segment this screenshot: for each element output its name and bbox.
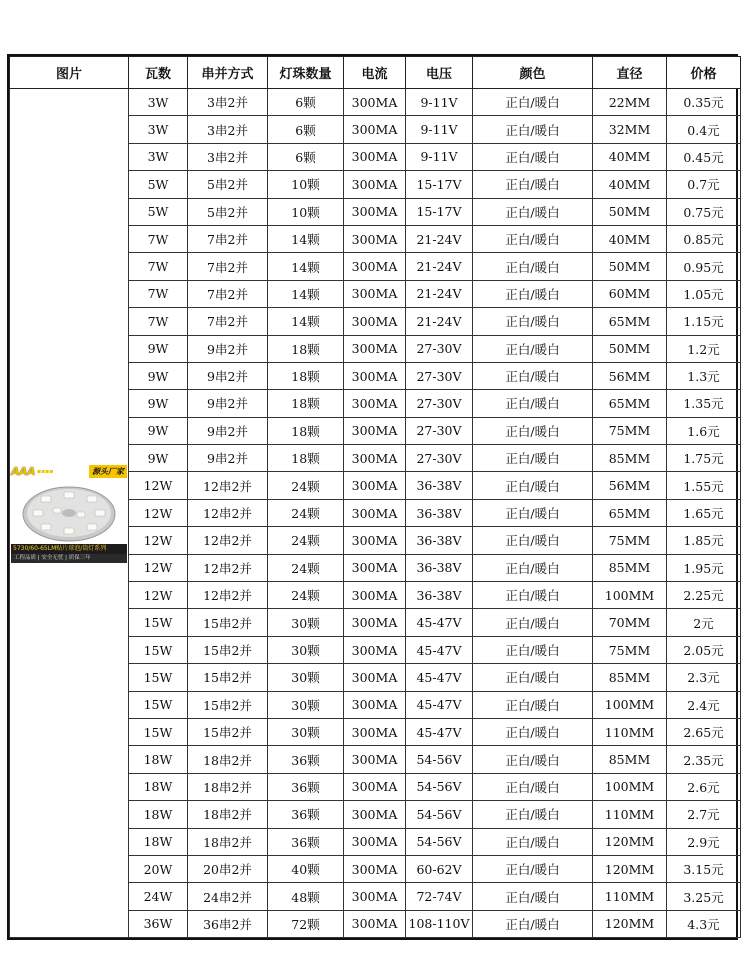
cell-voltage: 27-30V xyxy=(406,390,473,417)
cell-color: 正白/暖白 xyxy=(473,883,593,910)
cell-diameter: 100MM xyxy=(593,582,667,609)
cell-price: 0.45元 xyxy=(667,143,741,170)
cell-diameter: 85MM xyxy=(593,445,667,472)
cell-color: 正白/暖白 xyxy=(473,691,593,718)
cell-current: 300MA xyxy=(344,883,406,910)
cell-diameter: 22MM xyxy=(593,89,667,116)
cell-configuration: 7串2并 xyxy=(188,308,268,335)
cell-current: 300MA xyxy=(344,143,406,170)
cell-led-count: 18颗 xyxy=(268,417,344,444)
cell-voltage: 9-11V xyxy=(406,116,473,143)
cell-current: 300MA xyxy=(344,828,406,855)
cell-diameter: 56MM xyxy=(593,472,667,499)
header-current: 电流 xyxy=(344,57,406,89)
cell-color: 正白/暖白 xyxy=(473,89,593,116)
cell-led-count: 6颗 xyxy=(268,89,344,116)
cell-led-count: 40颗 xyxy=(268,855,344,882)
cell-led-count: 36颗 xyxy=(268,828,344,855)
cell-current: 300MA xyxy=(344,554,406,581)
cell-led-count: 30颗 xyxy=(268,609,344,636)
cell-configuration: 12串2并 xyxy=(188,472,268,499)
cell-configuration: 18串2并 xyxy=(188,801,268,828)
cell-led-count: 30颗 xyxy=(268,664,344,691)
cell-led-count: 24颗 xyxy=(268,527,344,554)
cell-price: 0.7元 xyxy=(667,171,741,198)
cell-price: 2.35元 xyxy=(667,746,741,773)
cell-current: 300MA xyxy=(344,691,406,718)
cell-voltage: 27-30V xyxy=(406,417,473,444)
cell-configuration: 36串2并 xyxy=(188,910,268,937)
cell-wattage: 15W xyxy=(129,609,188,636)
cell-wattage: 18W xyxy=(129,773,188,800)
product-spec-bar: 5730/60-65LM贴片球泡/筒灯系列 xyxy=(11,544,127,554)
cell-price: 2.6元 xyxy=(667,773,741,800)
product-image xyxy=(11,464,127,563)
cell-diameter: 65MM xyxy=(593,499,667,526)
cell-diameter: 65MM xyxy=(593,390,667,417)
product-feature-bar: 工程品质 | 安全无忧 | 质保三年 xyxy=(11,554,127,563)
cell-configuration: 9串2并 xyxy=(188,335,268,362)
cell-color: 正白/暖白 xyxy=(473,362,593,389)
brand-banner xyxy=(11,464,127,480)
cell-current: 300MA xyxy=(344,664,406,691)
product-image-cell xyxy=(10,89,129,938)
cell-led-count: 36颗 xyxy=(268,773,344,800)
cell-voltage: 45-47V xyxy=(406,718,473,745)
cell-voltage: 54-56V xyxy=(406,746,473,773)
cell-color: 正白/暖白 xyxy=(473,417,593,444)
cell-diameter: 120MM xyxy=(593,828,667,855)
cell-led-count: 6颗 xyxy=(268,143,344,170)
cell-current: 300MA xyxy=(344,609,406,636)
cell-price: 2.25元 xyxy=(667,582,741,609)
cell-wattage: 9W xyxy=(129,445,188,472)
cell-voltage: 72-74V xyxy=(406,883,473,910)
cell-wattage: 7W xyxy=(129,253,188,280)
cell-color: 正白/暖白 xyxy=(473,773,593,800)
cell-diameter: 85MM xyxy=(593,554,667,581)
cell-price: 1.05元 xyxy=(667,280,741,307)
cell-voltage: 15-17V xyxy=(406,198,473,225)
cell-configuration: 15串2并 xyxy=(188,609,268,636)
cell-voltage: 9-11V xyxy=(406,143,473,170)
cell-led-count: 10颗 xyxy=(268,198,344,225)
cell-configuration: 12串2并 xyxy=(188,499,268,526)
cell-color: 正白/暖白 xyxy=(473,527,593,554)
cell-price: 2元 xyxy=(667,609,741,636)
cell-price: 1.85元 xyxy=(667,527,741,554)
cell-color: 正白/暖白 xyxy=(473,280,593,307)
cell-color: 正白/暖白 xyxy=(473,801,593,828)
cell-wattage: 18W xyxy=(129,828,188,855)
cell-color: 正白/暖白 xyxy=(473,582,593,609)
header-image: 图片 xyxy=(10,57,129,89)
table-body xyxy=(10,89,741,938)
cell-diameter: 56MM xyxy=(593,362,667,389)
cell-configuration: 5串2并 xyxy=(188,198,268,225)
cell-current: 300MA xyxy=(344,472,406,499)
cell-voltage: 45-47V xyxy=(406,609,473,636)
cell-led-count: 6颗 xyxy=(268,116,344,143)
cell-diameter: 85MM xyxy=(593,664,667,691)
cell-wattage: 3W xyxy=(129,89,188,116)
cell-led-count: 30颗 xyxy=(268,691,344,718)
cell-voltage: 54-56V xyxy=(406,773,473,800)
cell-diameter: 70MM xyxy=(593,609,667,636)
cell-color: 正白/暖白 xyxy=(473,554,593,581)
cell-configuration: 15串2并 xyxy=(188,664,268,691)
cell-voltage: 45-47V xyxy=(406,664,473,691)
cell-price: 3.15元 xyxy=(667,855,741,882)
cell-led-count: 72颗 xyxy=(268,910,344,937)
cell-price: 2.7元 xyxy=(667,801,741,828)
cell-voltage: 36-38V xyxy=(406,472,473,499)
cell-color: 正白/暖白 xyxy=(473,253,593,280)
header-row xyxy=(10,57,741,89)
cell-wattage: 12W xyxy=(129,582,188,609)
cell-current: 300MA xyxy=(344,417,406,444)
cell-voltage: 15-17V xyxy=(406,171,473,198)
cell-color: 正白/暖白 xyxy=(473,335,593,362)
cell-configuration: 5串2并 xyxy=(188,171,268,198)
cell-current: 300MA xyxy=(344,855,406,882)
cell-configuration: 9串2并 xyxy=(188,390,268,417)
cell-configuration: 9串2并 xyxy=(188,445,268,472)
cell-diameter: 110MM xyxy=(593,883,667,910)
cell-color: 正白/暖白 xyxy=(473,910,593,937)
cell-color: 正白/暖白 xyxy=(473,609,593,636)
cell-current: 300MA xyxy=(344,116,406,143)
cell-diameter: 40MM xyxy=(593,143,667,170)
header-voltage: 电压 xyxy=(406,57,473,89)
cell-price: 2.4元 xyxy=(667,691,741,718)
cell-current: 300MA xyxy=(344,718,406,745)
cell-current: 300MA xyxy=(344,499,406,526)
cell-current: 300MA xyxy=(344,773,406,800)
cell-wattage: 5W xyxy=(129,198,188,225)
cell-wattage: 36W xyxy=(129,910,188,937)
cell-led-count: 14颗 xyxy=(268,308,344,335)
cell-price: 1.65元 xyxy=(667,499,741,526)
cell-led-count: 18颗 xyxy=(268,445,344,472)
cell-current: 300MA xyxy=(344,910,406,937)
cell-wattage: 12W xyxy=(129,472,188,499)
cell-configuration: 18串2并 xyxy=(188,746,268,773)
cell-price: 0.35元 xyxy=(667,89,741,116)
cell-wattage: 7W xyxy=(129,225,188,252)
cell-led-count: 10颗 xyxy=(268,171,344,198)
cell-wattage: 18W xyxy=(129,746,188,773)
brand-logo: AAA xyxy=(11,465,36,479)
header-price: 价格 xyxy=(667,57,741,89)
cell-led-count: 14颗 xyxy=(268,225,344,252)
cell-color: 正白/暖白 xyxy=(473,472,593,499)
spec-price-table-container xyxy=(7,54,738,940)
cell-voltage: 36-38V xyxy=(406,554,473,581)
cell-wattage: 12W xyxy=(129,527,188,554)
cell-wattage: 9W xyxy=(129,390,188,417)
cell-price: 1.55元 xyxy=(667,472,741,499)
cell-color: 正白/暖白 xyxy=(473,308,593,335)
cell-voltage: 21-24V xyxy=(406,253,473,280)
cell-wattage: 12W xyxy=(129,499,188,526)
cell-diameter: 60MM xyxy=(593,280,667,307)
cell-price: 2.65元 xyxy=(667,718,741,745)
cell-led-count: 36颗 xyxy=(268,801,344,828)
cell-wattage: 9W xyxy=(129,335,188,362)
cell-diameter: 32MM xyxy=(593,116,667,143)
cell-configuration: 18串2并 xyxy=(188,773,268,800)
cell-current: 300MA xyxy=(344,171,406,198)
cell-color: 正白/暖白 xyxy=(473,225,593,252)
cell-wattage: 12W xyxy=(129,554,188,581)
cell-wattage: 7W xyxy=(129,280,188,307)
cell-diameter: 100MM xyxy=(593,773,667,800)
header-diameter: 直径 xyxy=(593,57,667,89)
cell-led-count: 24颗 xyxy=(268,499,344,526)
spec-price-table xyxy=(9,56,741,938)
cell-configuration: 3串2并 xyxy=(188,89,268,116)
cell-diameter: 50MM xyxy=(593,253,667,280)
cell-led-count: 18颗 xyxy=(268,335,344,362)
cell-current: 300MA xyxy=(344,225,406,252)
cell-diameter: 40MM xyxy=(593,171,667,198)
cell-color: 正白/暖白 xyxy=(473,390,593,417)
cell-current: 300MA xyxy=(344,308,406,335)
cell-configuration: 7串2并 xyxy=(188,280,268,307)
cell-led-count: 36颗 xyxy=(268,746,344,773)
header-configuration: 串并方式 xyxy=(188,57,268,89)
cell-led-count: 24颗 xyxy=(268,472,344,499)
cell-price: 2.9元 xyxy=(667,828,741,855)
cell-voltage: 36-38V xyxy=(406,582,473,609)
cell-price: 1.75元 xyxy=(667,445,741,472)
cell-current: 300MA xyxy=(344,280,406,307)
cell-led-count: 14颗 xyxy=(268,280,344,307)
cell-wattage: 15W xyxy=(129,636,188,663)
cell-diameter: 50MM xyxy=(593,198,667,225)
cell-current: 300MA xyxy=(344,335,406,362)
cell-diameter: 120MM xyxy=(593,855,667,882)
cell-wattage: 5W xyxy=(129,171,188,198)
cell-diameter: 40MM xyxy=(593,225,667,252)
cell-color: 正白/暖白 xyxy=(473,664,593,691)
cell-voltage: 45-47V xyxy=(406,691,473,718)
cell-price: 0.85元 xyxy=(667,225,741,252)
brand-dots: ▪▪▪▪ xyxy=(37,468,54,476)
cell-configuration: 7串2并 xyxy=(188,253,268,280)
cell-led-count: 24颗 xyxy=(268,582,344,609)
cell-current: 300MA xyxy=(344,198,406,225)
cell-current: 300MA xyxy=(344,253,406,280)
cell-configuration: 15串2并 xyxy=(188,691,268,718)
cell-voltage: 36-38V xyxy=(406,499,473,526)
cell-voltage: 54-56V xyxy=(406,801,473,828)
cell-voltage: 54-56V xyxy=(406,828,473,855)
cell-led-count: 18颗 xyxy=(268,390,344,417)
cell-color: 正白/暖白 xyxy=(473,636,593,663)
cell-price: 2.05元 xyxy=(667,636,741,663)
cell-price: 2.3元 xyxy=(667,664,741,691)
cell-diameter: 120MM xyxy=(593,910,667,937)
cell-voltage: 21-24V xyxy=(406,280,473,307)
cell-price: 1.6元 xyxy=(667,417,741,444)
cell-wattage: 18W xyxy=(129,801,188,828)
cell-diameter: 65MM xyxy=(593,308,667,335)
cell-wattage: 15W xyxy=(129,664,188,691)
cell-price: 0.4元 xyxy=(667,116,741,143)
cell-wattage: 20W xyxy=(129,855,188,882)
cell-current: 300MA xyxy=(344,445,406,472)
cell-diameter: 75MM xyxy=(593,417,667,444)
cell-color: 正白/暖白 xyxy=(473,171,593,198)
header-color: 颜色 xyxy=(473,57,593,89)
cell-led-count: 48颗 xyxy=(268,883,344,910)
cell-led-count: 30颗 xyxy=(268,636,344,663)
cell-color: 正白/暖白 xyxy=(473,746,593,773)
cell-wattage: 7W xyxy=(129,308,188,335)
cell-price: 0.95元 xyxy=(667,253,741,280)
cell-price: 1.2元 xyxy=(667,335,741,362)
cell-diameter: 85MM xyxy=(593,746,667,773)
cell-current: 300MA xyxy=(344,746,406,773)
cell-current: 300MA xyxy=(344,801,406,828)
header-led-count: 灯珠数量 xyxy=(268,57,344,89)
cell-configuration: 12串2并 xyxy=(188,554,268,581)
cell-price: 1.15元 xyxy=(667,308,741,335)
cell-diameter: 100MM xyxy=(593,691,667,718)
cell-price: 1.3元 xyxy=(667,362,741,389)
cell-voltage: 45-47V xyxy=(406,636,473,663)
cell-configuration: 24串2并 xyxy=(188,883,268,910)
cell-wattage: 3W xyxy=(129,116,188,143)
cell-color: 正白/暖白 xyxy=(473,855,593,882)
cell-color: 正白/暖白 xyxy=(473,718,593,745)
cell-configuration: 7串2并 xyxy=(188,225,268,252)
cell-voltage: 27-30V xyxy=(406,362,473,389)
cell-led-count: 14颗 xyxy=(268,253,344,280)
cell-color: 正白/暖白 xyxy=(473,143,593,170)
led-board-image xyxy=(21,482,117,544)
cell-voltage: 27-30V xyxy=(406,335,473,362)
cell-current: 300MA xyxy=(344,390,406,417)
cell-voltage: 27-30V xyxy=(406,445,473,472)
cell-current: 300MA xyxy=(344,89,406,116)
cell-price: 1.35元 xyxy=(667,390,741,417)
cell-diameter: 50MM xyxy=(593,335,667,362)
cell-voltage: 108-110V xyxy=(406,910,473,937)
cell-diameter: 75MM xyxy=(593,636,667,663)
cell-wattage: 3W xyxy=(129,143,188,170)
cell-current: 300MA xyxy=(344,527,406,554)
cell-voltage: 21-24V xyxy=(406,308,473,335)
cell-color: 正白/暖白 xyxy=(473,828,593,855)
cell-configuration: 9串2并 xyxy=(188,417,268,444)
cell-price: 1.95元 xyxy=(667,554,741,581)
cell-current: 300MA xyxy=(344,636,406,663)
cell-led-count: 24颗 xyxy=(268,554,344,581)
cell-wattage: 15W xyxy=(129,718,188,745)
cell-configuration: 12串2并 xyxy=(188,582,268,609)
cell-diameter: 75MM xyxy=(593,527,667,554)
cell-price: 0.75元 xyxy=(667,198,741,225)
cell-led-count: 18颗 xyxy=(268,362,344,389)
cell-current: 300MA xyxy=(344,582,406,609)
cell-configuration: 15串2并 xyxy=(188,718,268,745)
cell-price: 3.25元 xyxy=(667,883,741,910)
cell-configuration: 12串2并 xyxy=(188,527,268,554)
cell-color: 正白/暖白 xyxy=(473,116,593,143)
brand-tag: 源头厂家 xyxy=(89,465,127,478)
cell-voltage: 21-24V xyxy=(406,225,473,252)
cell-color: 正白/暖白 xyxy=(473,499,593,526)
table-row xyxy=(10,89,741,116)
cell-wattage: 24W xyxy=(129,883,188,910)
cell-color: 正白/暖白 xyxy=(473,445,593,472)
cell-wattage: 9W xyxy=(129,362,188,389)
cell-configuration: 18串2并 xyxy=(188,828,268,855)
cell-diameter: 110MM xyxy=(593,718,667,745)
header-wattage: 瓦数 xyxy=(129,57,188,89)
cell-current: 300MA xyxy=(344,362,406,389)
cell-price: 4.3元 xyxy=(667,910,741,937)
cell-configuration: 20串2并 xyxy=(188,855,268,882)
cell-configuration: 9串2并 xyxy=(188,362,268,389)
cell-color: 正白/暖白 xyxy=(473,198,593,225)
cell-configuration: 15串2并 xyxy=(188,636,268,663)
cell-wattage: 15W xyxy=(129,691,188,718)
cell-led-count: 30颗 xyxy=(268,718,344,745)
cell-voltage: 36-38V xyxy=(406,527,473,554)
cell-configuration: 3串2并 xyxy=(188,116,268,143)
cell-voltage: 9-11V xyxy=(406,89,473,116)
cell-diameter: 110MM xyxy=(593,801,667,828)
cell-wattage: 9W xyxy=(129,417,188,444)
cell-configuration: 3串2并 xyxy=(188,143,268,170)
cell-voltage: 60-62V xyxy=(406,855,473,882)
